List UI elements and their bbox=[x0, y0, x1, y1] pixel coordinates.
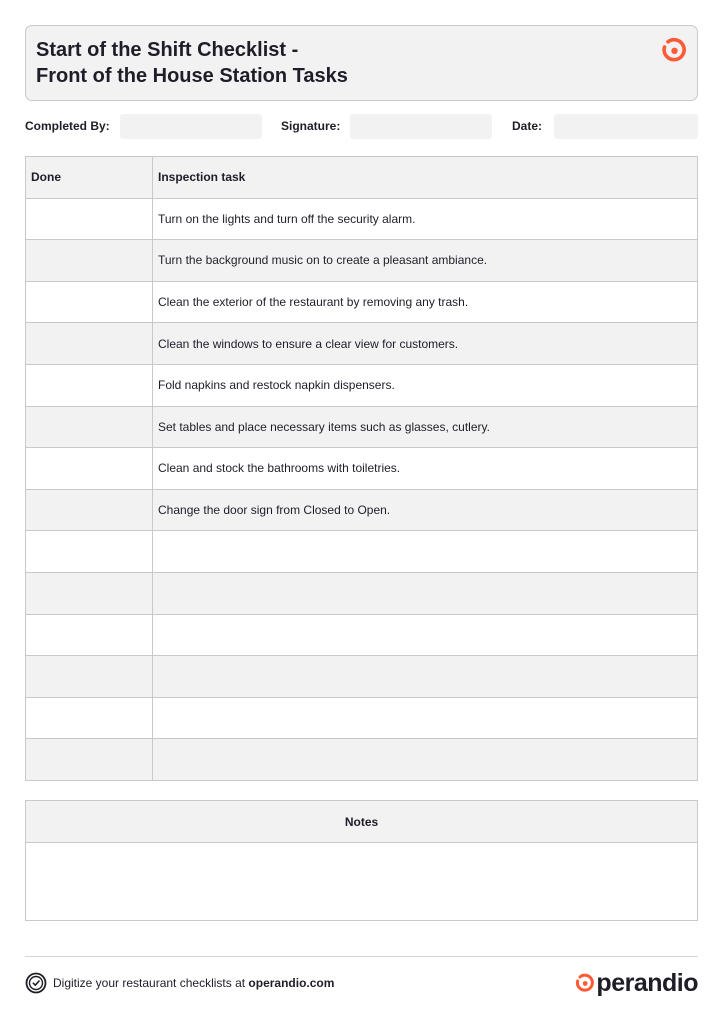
task-cell: Turn the background music on to create a pleasant ambiance. bbox=[153, 240, 698, 282]
done-cell[interactable] bbox=[26, 448, 153, 490]
table-row bbox=[26, 281, 698, 323]
table-row bbox=[26, 572, 698, 614]
done-cell[interactable] bbox=[26, 739, 153, 781]
table-row bbox=[26, 406, 698, 448]
table-row bbox=[26, 739, 698, 781]
done-cell[interactable] bbox=[26, 572, 153, 614]
completed-by-label: Completed By: bbox=[25, 119, 110, 133]
done-cell[interactable] bbox=[26, 614, 153, 656]
task-cell: Set tables and place necessary items such as glasses, cutlery. bbox=[153, 406, 698, 448]
done-cell[interactable] bbox=[26, 364, 153, 406]
operandio-link[interactable]: operandio.com bbox=[248, 976, 335, 990]
task-cell bbox=[153, 531, 698, 573]
logo-text: perandio bbox=[596, 968, 698, 997]
table-row bbox=[26, 240, 698, 282]
done-cell[interactable] bbox=[26, 656, 153, 698]
done-cell[interactable] bbox=[26, 697, 153, 739]
date-field[interactable] bbox=[554, 114, 698, 139]
operandio-logo-icon bbox=[661, 37, 687, 63]
notes-area[interactable] bbox=[26, 843, 697, 920]
table-row bbox=[26, 697, 698, 739]
task-cell bbox=[153, 656, 698, 698]
task-cell: Fold napkins and restock napkin dispensers. bbox=[153, 364, 698, 406]
title-line-1: Start of the Shift Checklist - bbox=[36, 39, 299, 61]
table-row bbox=[26, 489, 698, 531]
table-row bbox=[26, 531, 698, 573]
task-cell: Change the door sign from Closed to Open. bbox=[153, 489, 698, 531]
done-cell[interactable] bbox=[26, 281, 153, 323]
table-row bbox=[26, 323, 698, 365]
table-row bbox=[26, 198, 698, 240]
table-row bbox=[26, 614, 698, 656]
operandio-logo bbox=[575, 968, 698, 998]
notes-title: Notes bbox=[26, 801, 697, 843]
task-cell bbox=[153, 739, 698, 781]
done-cell[interactable] bbox=[26, 198, 153, 240]
done-cell[interactable] bbox=[26, 531, 153, 573]
page-title bbox=[36, 37, 348, 89]
date-label: Date: bbox=[512, 119, 543, 133]
task-column-header: Inspection task bbox=[153, 157, 698, 199]
inspection-table bbox=[25, 156, 698, 781]
table-row bbox=[26, 448, 698, 490]
done-cell[interactable] bbox=[26, 406, 153, 448]
table-row bbox=[26, 656, 698, 698]
task-cell bbox=[153, 614, 698, 656]
done-cell[interactable] bbox=[26, 323, 153, 365]
task-cell: Clean and stock the bathrooms with toiletries. bbox=[153, 448, 698, 490]
check-circle-icon bbox=[25, 972, 47, 994]
tagline-text: Digitize your restaurant checklists at bbox=[53, 976, 249, 990]
operandio-o-icon bbox=[575, 973, 595, 993]
header bbox=[25, 25, 698, 101]
notes-section bbox=[25, 800, 698, 921]
table-row bbox=[26, 364, 698, 406]
completed-by-field[interactable] bbox=[120, 114, 262, 139]
done-column-header: Done bbox=[26, 157, 153, 199]
done-cell[interactable] bbox=[26, 240, 153, 282]
signature-label: Signature: bbox=[281, 119, 341, 133]
task-cell: Clean the exterior of the restaurant by removing any trash. bbox=[153, 281, 698, 323]
task-cell: Turn on the lights and turn off the security alarm. bbox=[153, 198, 698, 240]
table-header-row bbox=[26, 157, 698, 199]
task-cell: Clean the windows to ensure a clear view for customers. bbox=[153, 323, 698, 365]
footer-tagline bbox=[25, 972, 334, 994]
title-line-2: Front of the House Station Tasks bbox=[36, 65, 348, 87]
footer-divider bbox=[25, 956, 698, 957]
task-cell bbox=[153, 697, 698, 739]
signature-field[interactable] bbox=[350, 114, 492, 139]
done-cell[interactable] bbox=[26, 489, 153, 531]
task-cell bbox=[153, 572, 698, 614]
completion-info bbox=[25, 114, 698, 139]
